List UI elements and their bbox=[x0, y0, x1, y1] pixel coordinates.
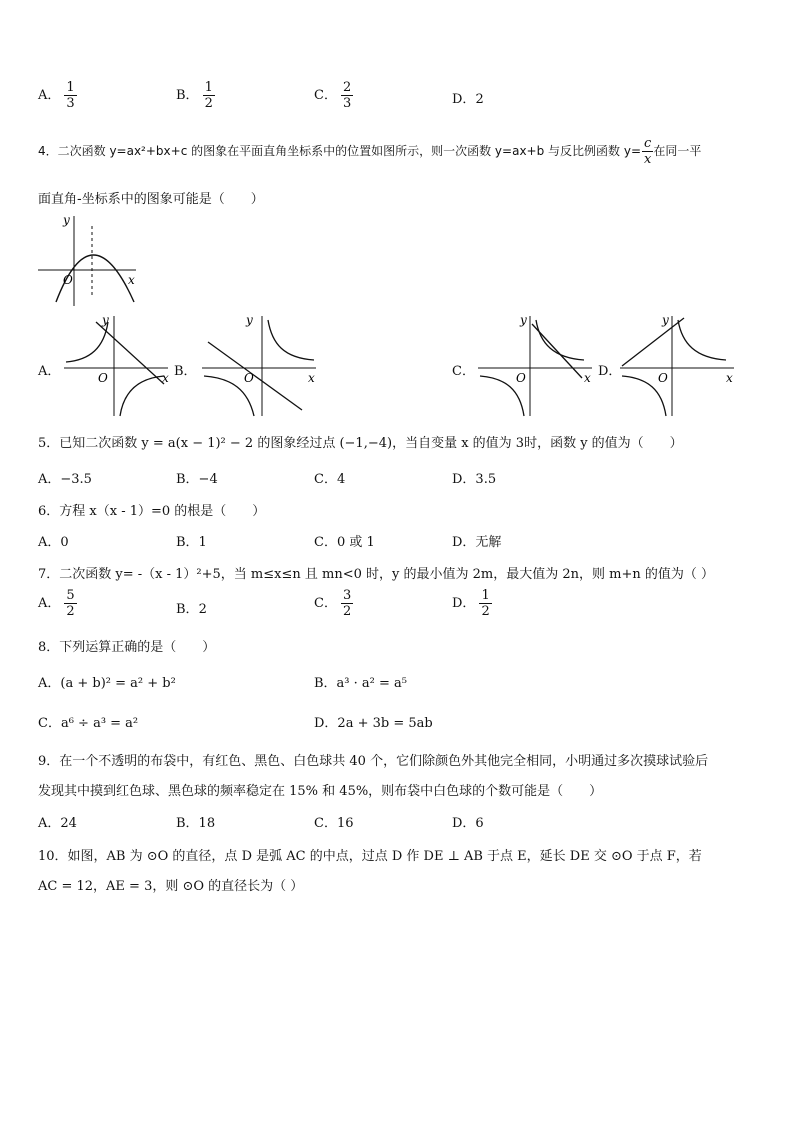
q7-stem: 7．二次函数 y= -（x - 1）²+5，当 m≤x≤n 且 mn<0 时，y 的最小值为 2m，最大值为 2n，则 m+n 的值为（ ） bbox=[38, 567, 714, 582]
y-axis-label: y bbox=[63, 213, 70, 227]
q4-stem-line2: 面直角-坐标系中的图象可能是（ ） bbox=[38, 192, 264, 207]
q6-option-a: A．0 bbox=[38, 535, 69, 550]
fraction bbox=[341, 588, 353, 619]
denominator: x bbox=[644, 152, 652, 167]
numerator: 1 bbox=[481, 588, 490, 603]
denominator: 3 bbox=[342, 96, 352, 111]
option-label: A． bbox=[38, 88, 61, 103]
option-label: B． bbox=[176, 602, 199, 617]
x-axis-label: x bbox=[584, 371, 591, 385]
hyperbola-branch-lower bbox=[120, 376, 164, 416]
fraction bbox=[64, 80, 76, 111]
option-label: C． bbox=[314, 88, 337, 103]
q3-option-a bbox=[38, 80, 77, 111]
q10-stem-line1: 10．如图，AB 为 ⊙O 的直径，点 D 是弧 AC 的中点，过点 D 作 DE ⊥ AB 于点 E，延长 DE 交 ⊙O 于点 F，若 bbox=[38, 849, 702, 864]
denominator: 3 bbox=[66, 96, 75, 111]
numerator: c bbox=[644, 136, 652, 151]
q4-stem-a: 4．二次函数 y=ax²+bx+c 的图象在平面直角坐标系中的位置如图所示，则一次函数 y=ax+b 与反比例函数 y= bbox=[38, 144, 641, 158]
q9-stem-line2: 发现其中摸到红色球、黑色球的频率稳定在 15% 和 45%，则布袋中白色球的个数可能是（ ） bbox=[38, 784, 603, 799]
option-text: 2 bbox=[475, 92, 484, 107]
q8-option-d: D．2a + 3b = 5ab bbox=[314, 716, 433, 731]
x-axis-label: x bbox=[726, 371, 733, 385]
numerator: 2 bbox=[342, 80, 352, 95]
option-label: A． bbox=[38, 596, 61, 611]
q6-option-d: D．无解 bbox=[452, 535, 502, 550]
q9-option-c: C．16 bbox=[314, 816, 354, 831]
fraction bbox=[479, 588, 491, 619]
fraction bbox=[341, 80, 353, 111]
hyperbola-branch-upper bbox=[678, 320, 726, 360]
q4-parabola-graph bbox=[36, 212, 140, 308]
q5-option-d: D．3.5 bbox=[452, 472, 497, 487]
q4-option-d-label: D． bbox=[598, 364, 622, 379]
fraction bbox=[64, 588, 76, 619]
q9-option-d: D．6 bbox=[452, 816, 484, 831]
q4-graph-b bbox=[198, 312, 320, 420]
y-axis-label: y bbox=[662, 313, 669, 327]
q6-option-c: C．0 或 1 bbox=[314, 535, 375, 550]
origin-label: O bbox=[516, 371, 526, 385]
q3-option-b bbox=[176, 80, 215, 111]
q4-option-a-label: A． bbox=[38, 364, 61, 379]
fraction bbox=[642, 136, 653, 167]
q3-option-d bbox=[452, 88, 484, 107]
q5-option-a: A．−3.5 bbox=[38, 472, 92, 487]
denominator: 2 bbox=[204, 96, 213, 111]
q7-option-a bbox=[38, 588, 77, 619]
q7-option-d bbox=[452, 588, 492, 619]
fraction bbox=[203, 80, 215, 111]
numerator: 3 bbox=[342, 588, 352, 603]
q5-option-c: C．4 bbox=[314, 472, 346, 487]
q5-stem: 5．已知二次函数 y = a(x − 1)² − 2 的图象经过点 (−1,−4)，当自变量 x 的值为 3时，函数 y 的值为（ ） bbox=[38, 436, 683, 451]
q4-graph-d bbox=[616, 312, 738, 420]
q4-stem-b: 在同一平 bbox=[653, 144, 702, 158]
hyperbola-branch-upper bbox=[268, 320, 314, 360]
x-axis-label: x bbox=[128, 273, 135, 287]
q6-stem: 6．方程 x（x - 1）=0 的根是（ ） bbox=[38, 504, 266, 519]
denominator: 2 bbox=[66, 604, 75, 619]
x-axis-label: x bbox=[308, 371, 315, 385]
y-axis-label: y bbox=[102, 313, 109, 327]
q4-graph-a bbox=[60, 312, 172, 420]
origin-label: O bbox=[244, 371, 254, 385]
q4-stem-line1 bbox=[38, 136, 701, 167]
q7-option-b bbox=[176, 598, 207, 617]
denominator: 2 bbox=[342, 604, 352, 619]
q9-option-b: B．18 bbox=[176, 816, 216, 831]
q10-stem-line2: AC = 12，AE = 3，则 ⊙O 的直径长为（ ） bbox=[38, 879, 304, 894]
q9-option-a: A．24 bbox=[38, 816, 77, 831]
option-label: B． bbox=[176, 88, 199, 103]
origin-label: O bbox=[658, 371, 668, 385]
origin-label: O bbox=[98, 371, 108, 385]
denominator: 2 bbox=[481, 604, 490, 619]
y-axis-label: y bbox=[246, 313, 253, 327]
q6-option-b: B．1 bbox=[176, 535, 207, 550]
numerator: 1 bbox=[204, 80, 213, 95]
q4-graph-c bbox=[474, 312, 596, 420]
origin-label: O bbox=[63, 273, 73, 287]
option-text: 2 bbox=[198, 602, 207, 617]
q9-stem-line1: 9．在一个不透明的布袋中，有红色、黑色、白色球共 40 个，它们除颜色外其他完全相同，小明通过多次摸球试验后 bbox=[38, 754, 709, 769]
numerator: 1 bbox=[66, 80, 75, 95]
line-graph bbox=[622, 318, 684, 366]
line-graph bbox=[532, 324, 582, 378]
line-graph bbox=[208, 342, 302, 410]
q3-option-c bbox=[314, 80, 353, 111]
y-axis-label: y bbox=[520, 313, 527, 327]
q4-option-b-label: B． bbox=[174, 364, 197, 379]
q8-option-a: A．(a + b)² = a² + b² bbox=[38, 676, 176, 691]
q8-option-b: B．a³ · a² = a⁵ bbox=[314, 676, 407, 691]
option-label: D． bbox=[452, 92, 476, 107]
q8-stem: 8．下列运算正确的是（ ） bbox=[38, 640, 216, 655]
numerator: 5 bbox=[66, 588, 75, 603]
q8-option-c: C．a⁶ ÷ a³ = a² bbox=[38, 716, 139, 731]
option-label: D． bbox=[452, 596, 476, 611]
option-label: C． bbox=[314, 596, 337, 611]
q7-option-c bbox=[314, 588, 353, 619]
x-axis-label: x bbox=[162, 371, 169, 385]
q5-option-b: B．−4 bbox=[176, 472, 218, 487]
q4-option-c-label: C． bbox=[452, 364, 475, 379]
